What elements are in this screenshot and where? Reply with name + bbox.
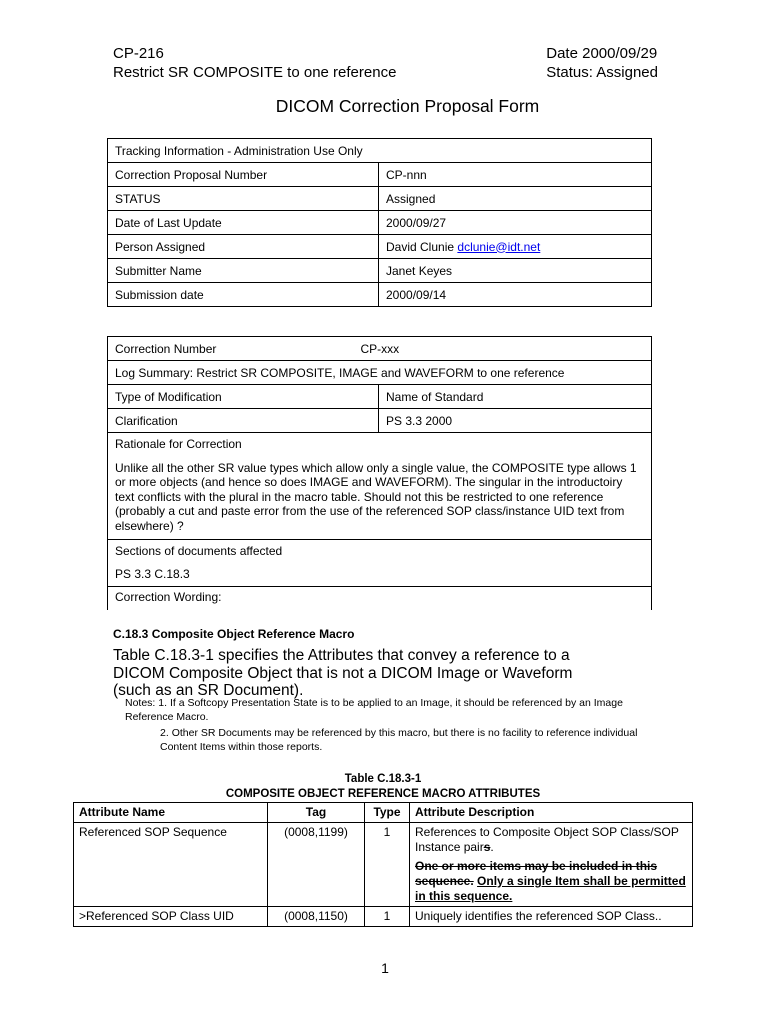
- intro-paragraph: Table C.18.3-1 specifies the Attributes that convey a reference to a DICOM Composite Object that is not a DICOM Image or Waveform (such as an SR Document).: [113, 647, 573, 699]
- name-of-standard-label: Name of Standard: [379, 385, 652, 409]
- tracking-value: 2000/09/14: [379, 283, 652, 307]
- tracking-label: Correction Proposal Number: [108, 163, 379, 187]
- table-row: [74, 907, 693, 927]
- name-of-standard-value: PS 3.3 2000: [379, 409, 652, 433]
- desc-struck-s: s: [483, 840, 491, 854]
- header-date: Date 2000/09/29: [546, 45, 658, 62]
- desc-main: References to Composite Object SOP Class/SOP Instance pair: [415, 825, 679, 854]
- tracking-label: Submission date: [108, 283, 379, 307]
- tracking-value: Janet Keyes: [379, 259, 652, 283]
- sections-cell: [108, 540, 652, 587]
- tracking-caption: Tracking Information - Administration Use Only: [108, 139, 652, 163]
- col-header-description: Attribute Description: [410, 803, 693, 823]
- macro-table: [73, 802, 693, 927]
- log-summary: Log Summary: Restrict SR COMPOSITE, IMAGE and WAVEFORM to one reference: [108, 361, 652, 385]
- table-row: [108, 187, 652, 211]
- tracking-label: STATUS: [108, 187, 379, 211]
- rationale-text: Unlike all the other SR value types which allow only a single value, the COMPOSITE type allows 1 or more objects (and hence so does IMAGE and WAVEFORM). The singular in the introductoiry text conflicts with the plural in the macro table. Should not this be restricted to one reference (probably a cut and paste error from the use of the referenced SOP class/instance UID text from elsewhere) ?: [115, 460, 637, 533]
- tracking-value: [379, 235, 652, 259]
- desc-added-text: Only a single Item shall be permitted in this sequence.: [415, 874, 686, 903]
- attribute-type: 1: [365, 907, 410, 927]
- type-of-modification-label: Type of Modification: [108, 385, 379, 409]
- correction-wording-label: Correction Wording:: [108, 587, 652, 611]
- note-1-text: If a Softcopy Presentation State is to be applied to an Image, it should be referenced by an Image Reference Macro.: [125, 697, 623, 723]
- table-row: [108, 235, 652, 259]
- sections-label: Sections of documents affected: [115, 544, 283, 558]
- attribute-name: Referenced SOP Sequence: [74, 823, 268, 907]
- table-row: [108, 259, 652, 283]
- attribute-tag: (0008,1199): [268, 823, 365, 907]
- rationale-cell: [108, 433, 652, 540]
- page-number: 1: [381, 960, 389, 976]
- tracking-value: Assigned: [379, 187, 652, 211]
- correction-number-label: Correction Number: [115, 341, 217, 356]
- attribute-type: 1: [365, 823, 410, 907]
- table-caption-number: Table C.18.3-1: [344, 773, 422, 785]
- col-header-attribute-name: Attribute Name: [74, 803, 268, 823]
- desc-struck-text: One or more items may be included in this sequence.: [415, 859, 658, 888]
- header-status: Status: Assigned: [546, 64, 658, 81]
- table-row: [108, 163, 652, 187]
- person-name: David Clunie: [386, 239, 455, 254]
- section-heading: C.18.3 Composite Object Reference Macro: [113, 627, 355, 641]
- cp-subject: Restrict SR COMPOSITE to one reference: [113, 64, 397, 81]
- table-caption-title: COMPOSITE OBJECT REFERENCE MACRO ATTRIBUTES: [225, 788, 541, 800]
- table-row: [108, 211, 652, 235]
- email-link[interactable]: dclunie@idt.net: [457, 239, 541, 254]
- table-header-row: [74, 803, 693, 823]
- note-1: [125, 696, 645, 724]
- desc-end: .: [490, 840, 494, 854]
- table-row: [74, 823, 693, 907]
- correction-number-value: CP-xxx: [360, 341, 400, 356]
- correction-table: [107, 336, 652, 610]
- note-2-prefix: 2.: [160, 727, 169, 739]
- tracking-value: CP-nnn: [379, 163, 652, 187]
- table-caption: [73, 772, 693, 802]
- rationale-label: Rationale for Correction: [115, 437, 242, 451]
- form-title: DICOM Correction Proposal Form: [275, 96, 540, 116]
- attribute-tag: (0008,1150): [268, 907, 365, 927]
- sections-value: PS 3.3 C.18.3: [115, 567, 190, 581]
- attribute-description: [410, 823, 693, 907]
- header-right: [546, 44, 658, 82]
- col-header-type: Type: [365, 803, 410, 823]
- note-2: [160, 726, 645, 754]
- cp-number: CP-216: [113, 45, 164, 62]
- tracking-label: Person Assigned: [108, 235, 379, 259]
- col-header-tag: Tag: [268, 803, 365, 823]
- correction-number-row: [108, 337, 652, 361]
- type-of-modification-value: Clarification: [108, 409, 379, 433]
- note-1-prefix: Notes: 1.: [125, 697, 168, 709]
- note-2-text: Other SR Documents may be referenced by this macro, but there is no facility to reference individual Content Items within those reports.: [160, 727, 638, 753]
- attribute-name: >Referenced SOP Class UID: [74, 907, 268, 927]
- header-left: [113, 44, 396, 82]
- tracking-label: Date of Last Update: [108, 211, 379, 235]
- table-row: [108, 283, 652, 307]
- tracking-value: 2000/09/27: [379, 211, 652, 235]
- attribute-description: Uniquely identifies the referenced SOP Class..: [410, 907, 693, 927]
- tracking-table: [107, 138, 652, 307]
- tracking-label: Submitter Name: [108, 259, 379, 283]
